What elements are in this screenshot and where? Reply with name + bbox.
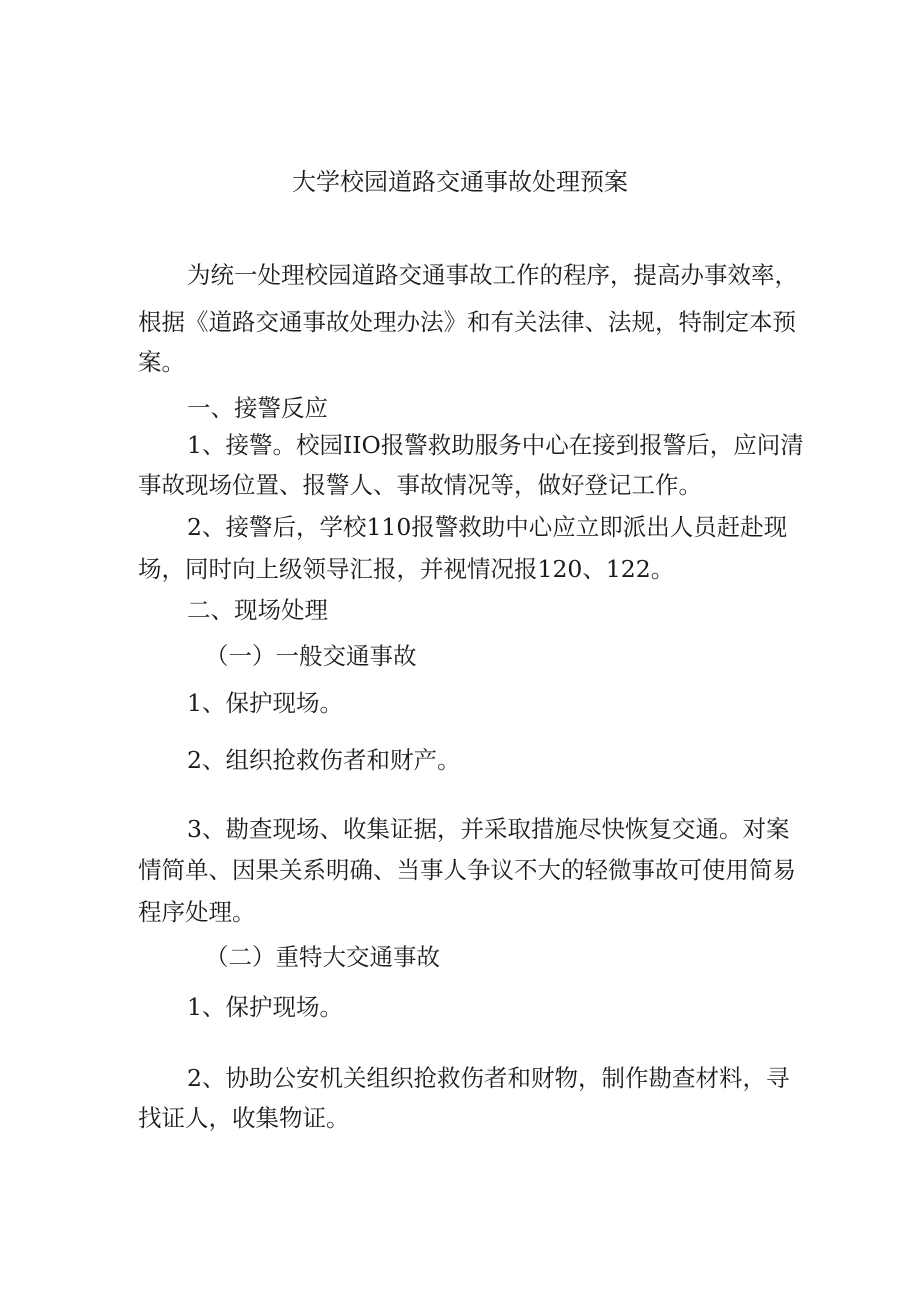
subsection-1-heading: （一）一般交通事故: [205, 642, 417, 670]
intro-line-1: 为统一处理校园道路交通事故工作的程序，提高办事效率，: [187, 261, 798, 289]
subsection-2-heading: （二）重特大交通事故: [205, 943, 440, 971]
section-1-item-2-line-2: 场，同时向上级领导汇报，并视情况报120、122。: [138, 555, 675, 583]
section-1-item-1-line-1: 1、接警。校园IIO报警救助服务中心在接到报警后，应问清: [187, 431, 804, 459]
section-1-heading: 一、接警反应: [187, 394, 328, 422]
subsection-2-item-2-line-1: 2、协助公安机关组织抢救伤者和财物，制作勘查材料，寻: [187, 1064, 790, 1092]
subsection-1-item-3-line-2: 情简单、因果关系明确、当事人争议不大的轻微事故可使用简易: [138, 856, 796, 884]
subsection-2-item-2-line-2: 找证人，收集物证。: [138, 1104, 350, 1132]
document-title: 大学校园道路交通事故处理预案: [292, 168, 628, 196]
section-1-item-2-line-1: 2、接警后，学校110报警救助中心应立即派出人员赶赴现: [187, 513, 788, 541]
section-2-heading: 二、现场处理: [187, 596, 328, 624]
subsection-1-item-2: 2、组织抢救伤者和财产。: [187, 746, 461, 774]
subsection-1-item-3-line-1: 3、勘查现场、收集证据，并采取措施尽快恢复交通。对案: [187, 815, 790, 843]
subsection-2-item-1: 1、保护现场。: [187, 993, 343, 1021]
intro-line-2: 根据《道路交通事故处理办法》和有关法律、法规，特制定本预: [138, 308, 796, 336]
subsection-1-item-3-line-3: 程序处理。: [138, 898, 256, 926]
section-1-item-1-line-2: 事故现场位置、报警人、事故情况等，做好登记工作。: [138, 471, 702, 499]
intro-line-3: 案。: [138, 348, 185, 376]
subsection-1-item-1: 1、保护现场。: [187, 689, 343, 717]
